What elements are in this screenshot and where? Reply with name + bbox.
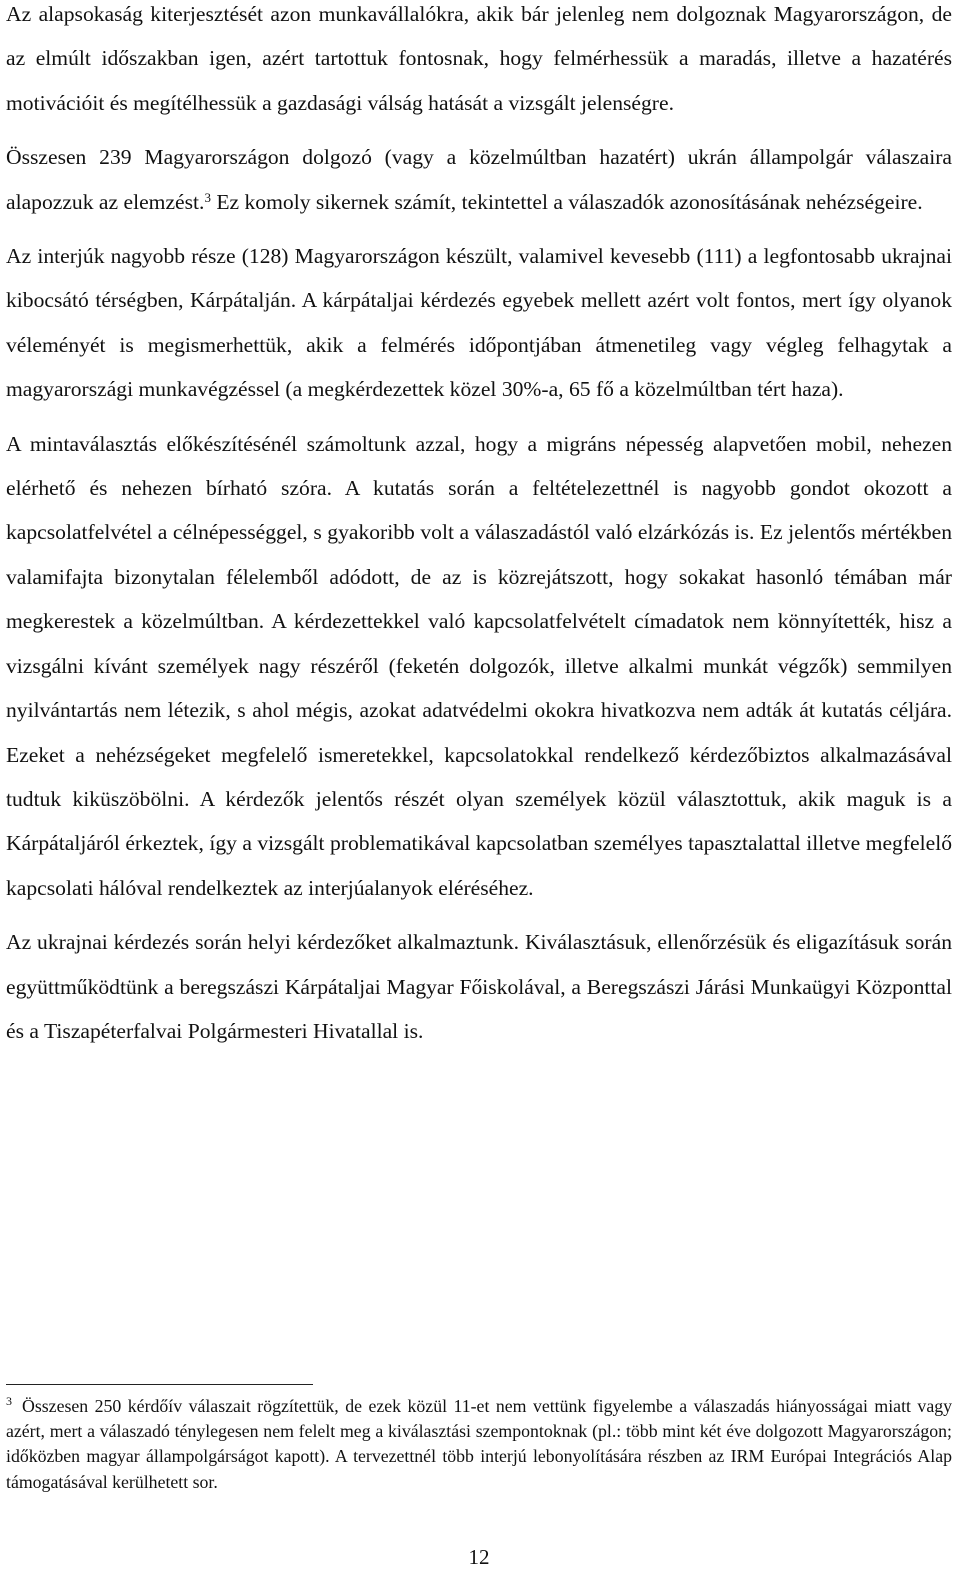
footnote-marker: 3 xyxy=(6,1394,12,1409)
paragraph-4: A mintaválasztás előkészítésénél számoltunk azzal, hogy a migráns népesség alapvetően mobil, nehezen elérhető és nehezen bírható szóra. A kutatás során a feltételezettnél is nagyobb gondot okozott a kapcsolatfelvétel a célnépességgel, s gyakoribb volt a válaszadástól való elzárkózás is. Ez jelentős mértékben valamifajta bizonytalan félelemből adódott, de az is közrejátszott, hogy sokakat hasonló témában már megkerestek a közelmúltban. A kérdezettekkel való kapcsolatfelvételt címadatok nem könnyítették, hisz a vizsgálni kívánt személyek nagy részéről (feketén dolgozók, illetve alkalmi munkát végzők) semmilyen nyilvántartás nem létezik, s ahol mégis, azokat adatvédelmi okokra hivatkozva nem adták át kutatás céljára. Ezeket a nehézségeket megfelelő ismeretekkel, kapcsolatokkal rendelkező kérdezőbiztos alkalmazásával tudtuk kiküszöbölni. A kérdezők jelentős részét olyan személyek közül választottuk, akik maguk is a Kárpátaljáról érkeztek, így a vizsgált problematikával kapcsolatban személyes tapasztalattal illetve megfelelő kapcsolati hálóval rendelkeztek az interjúalanyok eléréséhez. xyxy=(6,431,952,900)
footnote-reference[interactable]: 3 xyxy=(204,190,211,206)
footnote-text: Összesen 250 kérdőív válaszait rögzítettük, de ezek közül 11-et nem vettünk figyelembe a válaszadás hiányosságai miatt vagy azért, mert a válaszadó ténylegesen nem felelt meg a kiválasztási szempontoknak (pl.: több mint két éve dolgozott Magyarországon; időközben magyar állampolgárságot kapott). A tervezettnél több interjú lebonyolítására részben az IRM Európai Integrációs Alap támogatásával kerülhetett sor. xyxy=(6,1396,952,1492)
paragraph-2 xyxy=(6,135,952,224)
paragraph-5: Az ukrajnai kérdezés során helyi kérdezőket alkalmaztunk. Kiválasztásuk, ellenőrzésük és eligazításuk során együttműködtünk a beregszászi Kárpátaljai Magyar Főiskolával, a Beregszászi Járási Munkaügyi Központtal és a Tiszapéterfalvai Polgármesteri Hivatallal is. xyxy=(6,930,952,1043)
document-page xyxy=(6,0,952,1577)
footnote-separator xyxy=(6,1384,313,1385)
page-number: 12 xyxy=(468,1545,490,1569)
body-text xyxy=(6,0,952,1063)
footnote xyxy=(6,1394,952,1495)
paragraph-1: Az alapsokaság kiterjesztését azon munkavállalókra, akik bár jelenleg nem dolgoznak Magyarországon, de az elmúlt időszakban igen, azért tartottuk fontosnak, hogy felmérhessük a maradás, illetve a hazatérés motivációit és megítélhessük a gazdasági válság hatását a vizsgált jelenségre. xyxy=(6,2,952,115)
paragraph-2-text-after: Ez komoly sikernek számít, tekintettel a válaszadók azonosításának nehézségeire. xyxy=(210,189,923,214)
paragraph-3: Az interjúk nagyobb része (128) Magyarországon készült, valamivel kevesebb (111) a legfontosabb ukrajnai kibocsátó térségben, Kárpátalján. A kárpátaljai kérdezés egyebek mellett azért volt fontos, mert így olyanok véleményét is megismerhettük, akik a felmérés időpontjában átmenetileg vagy végleg felhagytak a magyarországi munkavégzéssel (a megkérdezettek közel 30%-a, 65 fő a közelmúltban tért haza). xyxy=(6,244,952,402)
paragraph-2-text-before: Összesen 239 Magyarországon dolgozó (vagy a közelmúltban hazatért) ukrán állampolgár válaszaira alapozzuk az elemzést. xyxy=(6,145,952,214)
